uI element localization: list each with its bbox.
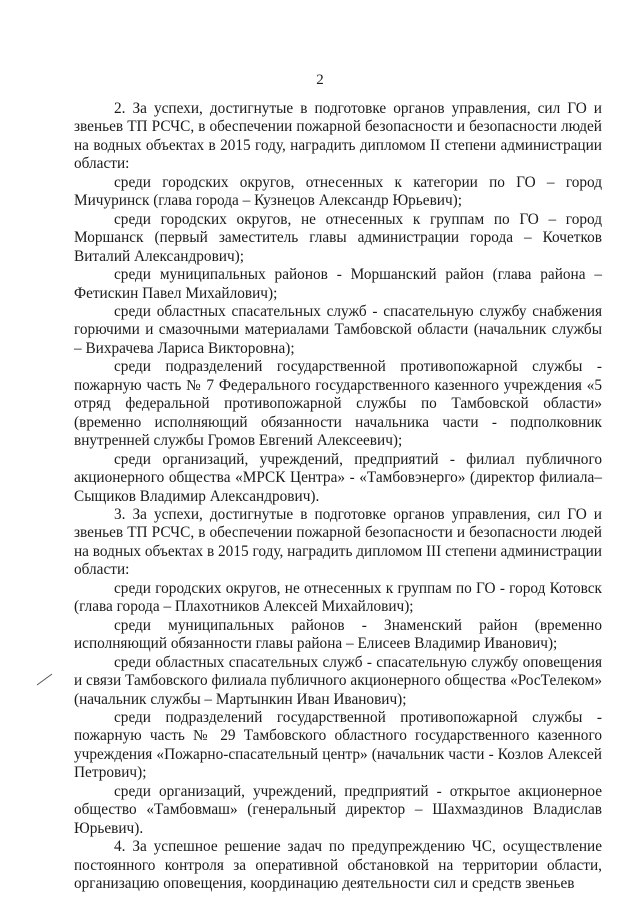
paragraph-item-3: 3. За успехи, достигнутые в подготовке органов управления, сил ГО и звеньев ТП РСЧС, в обеспечении пожарной безопасности и безопасности людей на водных объектах в 2015 году, наградить дипломом III степени администрации области:	[74, 505, 602, 579]
paragraph-item-4: 4. За успешное решение задач по предупреждению ЧС, осуществление постоянного контроля за оперативной обстановкой на территории области, организацию оповещения, координацию деятельности сил и средств звеньев	[74, 838, 602, 893]
award-entry: среди городских округов, не отнесенных к группам по ГО - город Котовск (глава города – Плахотников Алексей Михайлович);	[74, 579, 602, 616]
pen-mark	[36, 672, 54, 686]
award-entry: среди организаций, учреждений, предприятий - открытое акционерное общество «Тамбовмаш» (генеральный директор – Шахмаздинов Владислав Юрьевич).	[74, 782, 602, 837]
award-entry: среди подразделений государственной противопожарной службы - пожарную часть № 29 Тамбовского областного государственного казенного учреждения «Пожарно-спасательный центр» (начальник части - Козлов Алексей Петрович);	[74, 708, 602, 782]
award-entry: среди муниципальных районов - Знаменский район (временно исполняющий обязанности главы района – Елисеев Владимир Иванович);	[74, 616, 602, 653]
award-entry: среди организаций, учреждений, предприятий - филиал публичного акционерного общества «МРСК Центра» - «Тамбовэнерго» (директор филиала– Сыщиков Владимир Александрович).	[74, 450, 602, 505]
award-entry: среди областных спасательных служб - спасательную службу оповещения и связи Тамбовского филиала публичного акционерного общества «РосТелеком» (начальник службы – Мартынкин Иван Иванович);	[74, 653, 602, 708]
document-body	[74, 100, 602, 893]
page-number: 2	[316, 72, 324, 88]
award-entry: среди муниципальных районов - Моршанский район (глава района – Фетискин Павел Михайлович);	[74, 266, 602, 302]
award-entry: среди подразделений государственной противопожарной службы - пожарную часть № 7 Федерального государственного казенного учреждения «5 отряд федеральной противопожарной службы по Тамбовской области» (временно исполняющий обязанности начальника части - подполковник внутренней службы Громов Евгений Алексеевич);	[74, 358, 602, 450]
award-entry: среди городских округов, отнесенных к категории по ГО – город Мичуринск (глава города – Кузнецов Александр Юрьевич);	[74, 173, 602, 210]
paragraph-item-2: 2. За успехи, достигнутые в подготовке органов управления, сил ГО и звеньев ТП РСЧС, в обеспечении пожарной безопасности и безопасности людей на водных объектах в 2015 году, наградить дипломом II степени администрации области:	[74, 100, 602, 173]
award-entry: среди областных спасательных служб - спасательную службу снабжения горючими и смазочными материалами Тамбовской области (начальник службы – Вихрачева Лариса Викторовна);	[74, 302, 602, 357]
award-entry: среди городских округов, не отнесенных к группам по ГО – город Моршанск (первый заместитель главы администрации города – Кочетков Виталий Александрович);	[74, 210, 602, 265]
